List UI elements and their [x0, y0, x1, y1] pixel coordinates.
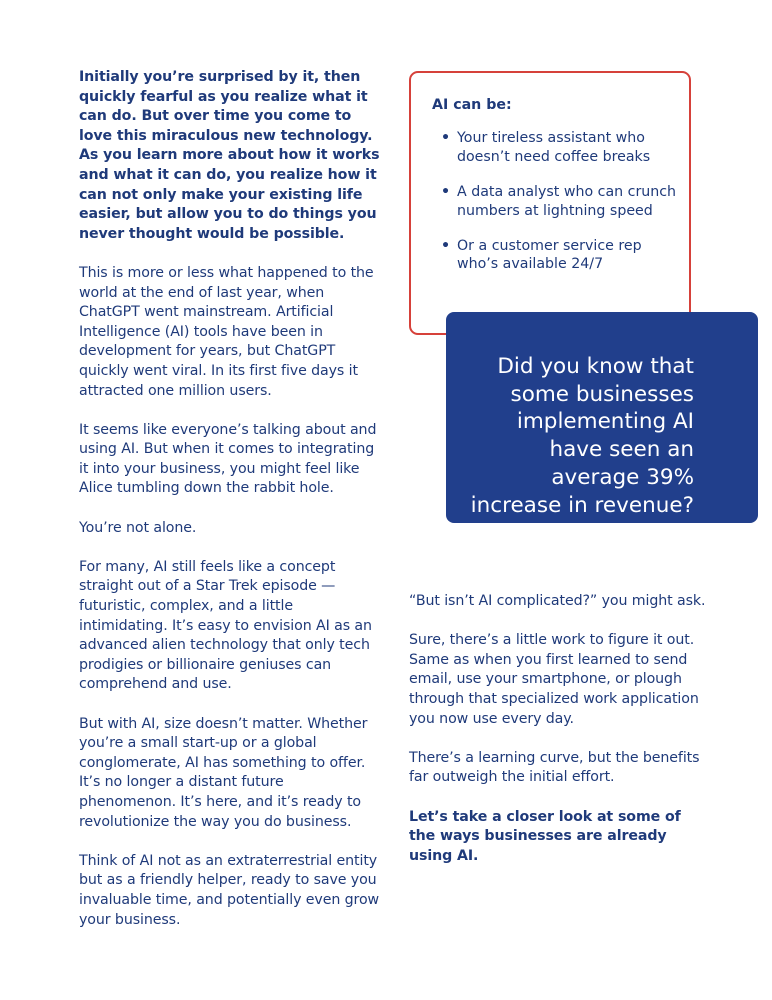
callout-title: AI can be: [432, 97, 512, 113]
list-item [432, 183, 682, 220]
body-paragraph: “But isn’t AI complicated?” you might ask. [409, 593, 706, 609]
right-column [409, 592, 709, 886]
body-paragraph: You’re not alone. [79, 519, 197, 536]
body-paragraph: It seems like everyone’s talking about and using AI. But when it comes to integrating it into your business, you might feel like Alice tumbling down the rabbit hole. [79, 421, 377, 497]
bullet-icon: • [441, 238, 451, 255]
list-item-text: Or a customer service rep who’s available 24/7 [457, 238, 642, 273]
left-column [79, 68, 384, 950]
stat-callout-text: Did you know that some businesses implementing AI have seen an average 39% increase in revenue? [470, 354, 694, 518]
closing-paragraph: Let’s take a closer look at some of the ways businesses are already using AI. [409, 808, 681, 864]
lead-paragraph: Initially you’re surprised by it, then quickly fearful as you realize what it can do. But over time you come to love this miraculous new technology. As you learn more about how it works and what it can do, you realize how it can not only make your existing life easier, but allow you to do things you never thought would be possible. [79, 69, 380, 242]
list-item [432, 237, 682, 274]
stat-callout-box [446, 312, 758, 523]
bullet-icon: • [441, 184, 451, 201]
body-paragraph: But with AI, size doesn’t matter. Whether you’re a small start-up or a global conglomerate, AI has something to offer. It’s no longer a distant future phenomenon. It’s here, and it’s ready to revolutionize the way you do business. [79, 715, 368, 830]
body-paragraph: For many, AI still feels like a concept straight out of a Star Trek episode — futuristic, complex, and a little intimidating. It’s easy to envision AI as an advanced alien technology that only tech prodigies or billionaire geniuses can comprehend and use. [79, 558, 372, 693]
bullet-icon: • [441, 130, 451, 147]
body-paragraph: Sure, there’s a little work to figure it out. Same as when you first learned to send email, use your smartphone, or plough through that specialized work application you now use every day. [409, 632, 699, 727]
list-item-text: Your tireless assistant who doesn’t need coffee breaks [457, 130, 651, 165]
body-paragraph: Think of AI not as an extraterrestrial entity but as a friendly helper, ready to save you invaluable time, and potentially even grow your business. [79, 852, 380, 928]
list-item [432, 129, 682, 166]
callout-list [432, 129, 682, 273]
list-item-text: A data analyst who can crunch numbers at lightning speed [457, 184, 677, 219]
ai-can-be-callout [432, 96, 682, 291]
body-paragraph: This is more or less what happened to the world at the end of last year, when ChatGPT went mainstream. Artificial Intelligence (AI) tools have been in development for years, but ChatGPT quickly went viral. In its first five days it attracted one million users. [79, 264, 374, 399]
body-paragraph: There’s a learning curve, but the benefits far outweigh the initial effort. [409, 749, 700, 786]
